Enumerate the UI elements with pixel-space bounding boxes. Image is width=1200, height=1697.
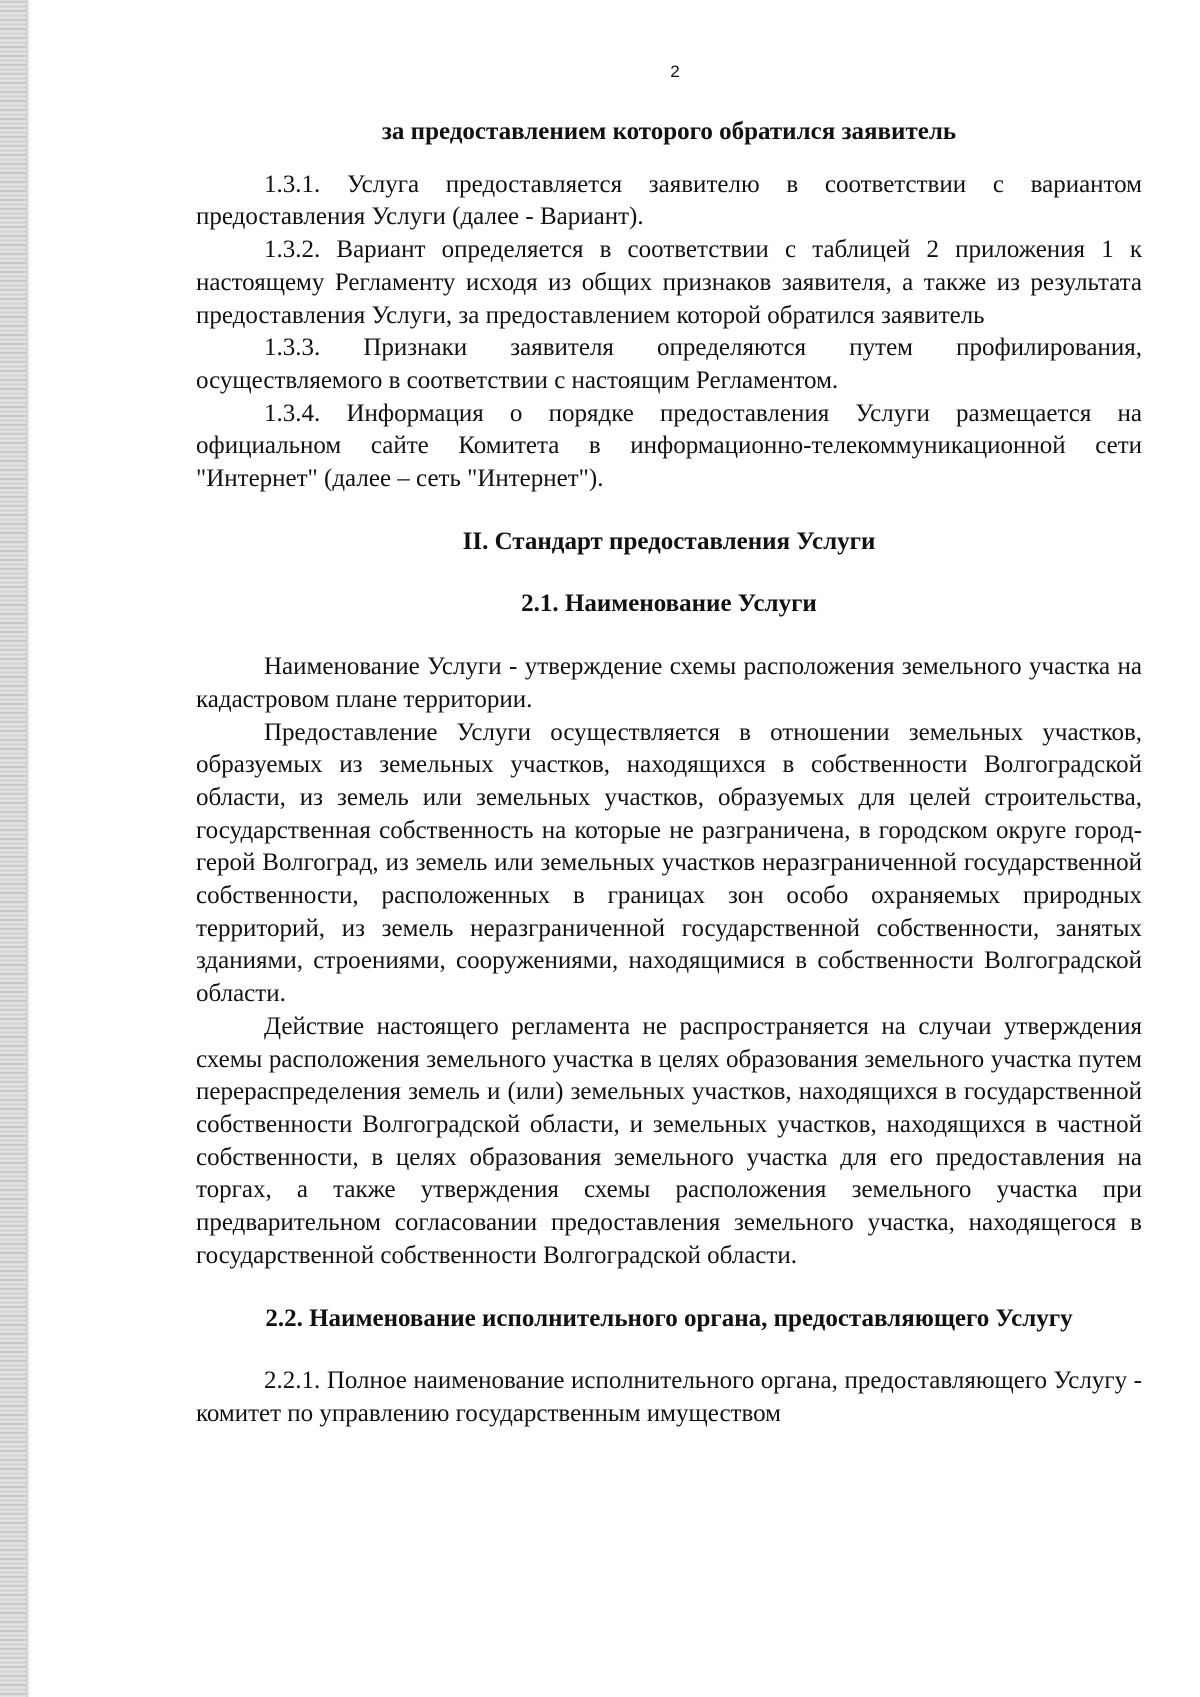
section-2-2-heading: 2.2. Наименование исполнительного органа, предоставляющего Услугу [265,1304,1073,1332]
section-2-heading: II. Стандарт предоставления Услуги [462,527,876,555]
paragraph-service-scope: Предоставление Услуги осуществляется в отношении земельных участков, образуемых из земельных участков, находящихся в собственности Волгоградской области, из земель или земельных участков, образуемых для целей строительства, государственная собственность на которые не разграничена, в городском округе город-герой Волгоград, из земель или земельных участков неразграниченной государственной собственности, расположенных в границах зон особо охраняемых природных территорий, из земель неразграниченной государственной собственности, занятых зданиями, строениями, сооружениями, находящимися в собственности Волгоградской области. [196,718,1142,1008]
spacer [196,1335,1142,1365]
scan-edge-shadow [0,0,26,1697]
paragraph-regulation-exclusions: Действие настоящего регламента не распространяется на случаи утверждения схемы расположения земельного участка в целях образования земельного участка путем перераспределения земель и (или) земельных участков, находящихся в государственной собственности Волгоградской области, и земельных участков, находящихся в частной собственности, в целях образования земельного участка для его предоставления на торгах, а также утверждения схемы расположения земельного участка при предварительном согласовании предоставления земельного участка, находящегося в государственной собственности Волгоградской области. [196,1012,1142,1269]
page-number: 2 [670,62,680,81]
paragraph-1-3-3: 1.3.3. Признаки заявителя определяются путем профилирования, осуществляемого в соответствии с настоящим Регламентом. [196,334,1142,394]
spacer [196,1273,1142,1303]
section-1-3-heading-continuation: за предоставлением которого обратился заявитель [381,118,957,145]
document-body [196,116,1142,1431]
paragraph-service-name: Наименование Услуги - утверждение схемы расположения земельного участка на кадастровом плане территории. [196,653,1142,713]
section-2-1-heading: 2.1. Наименование Услуги [521,590,817,618]
paragraph-1-3-2: 1.3.2. Вариант определяется в соответствии с таблицей 2 приложения 1 к настоящему Регламенту исходя из общих признаков заявителя, а также из результата предоставления Услуги, за предоставлением которой обратился заявитель [196,236,1142,329]
spacer [196,558,1142,588]
spacer [196,496,1142,526]
paragraph-1-3-4: 1.3.4. Информация о порядке предоставления Услуги размещается на официальном сайте Комитета в информационно-телекоммуникационной сети "Интернет" (далее – сеть "Интернет"). [196,399,1142,493]
paragraph-1-3-1: 1.3.1. Услуга предоставляется заявителю в соответствии с вариантом предоставления Услуги (далее - Вариант). [196,170,1142,231]
spacer [196,621,1142,651]
spacer [196,149,1142,169]
paragraph-2-2-1: 2.2.1. Полное наименование исполнительного органа, предоставляющего Услугу - комитет по управлению государственным имуществом [196,1367,1142,1427]
